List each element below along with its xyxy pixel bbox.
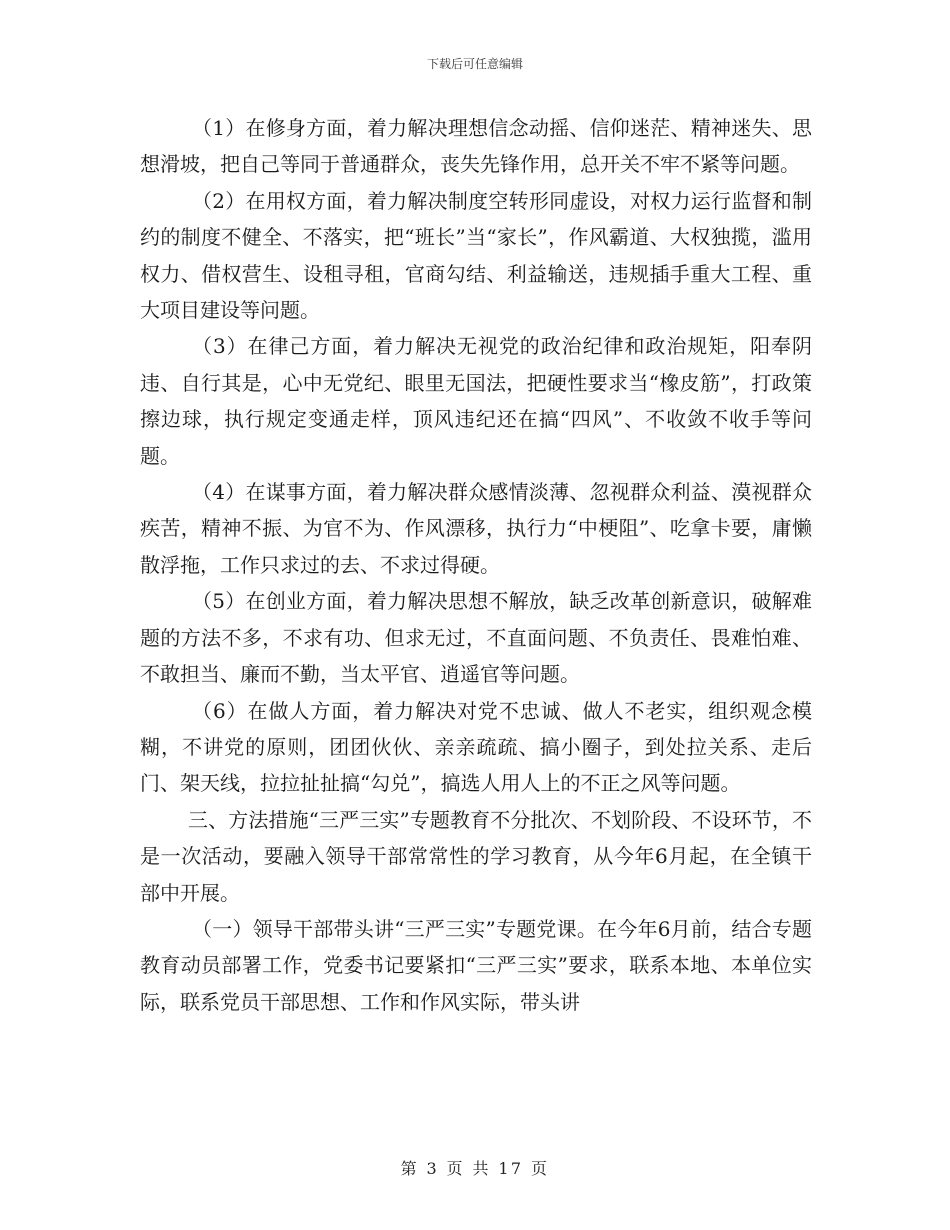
page-header: 下载后可任意编辑 <box>426 57 523 71</box>
section-three-methods: 三、方法措施“三严三实”专题教育不分批次、不划阶段、不设环节，不是一次活动，要融入领导干部常常性的学习教育，从今年6月起，在全镇干部中开展。 <box>140 807 812 905</box>
paragraph-self-cultivation: （1）在修身方面，着力解决理想信念动摇、信仰迷茫、精神迷失、思想滑坡，把自己等同于普通群众，丧失先锋作用，总开关不牢不紧等问题。 <box>140 116 812 177</box>
document-body <box>140 110 812 1020</box>
paragraph-entrepreneurship: （5）在创业方面，着力解决思想不解放，缺乏改革创新意识，破解难题的方法不多，不求有功、但求无过，不直面问题、不负责任、畏难怕难、不敢担当、廉而不勤，当太平官、逍遥官等问题。 <box>140 589 812 687</box>
paragraph-conduct: （6）在做人方面，着力解决对党不忠诚、做人不老实，组织观念模糊，不讲党的原则，团团伙伙、亲亲疏疏、搞小圈子，到处拉关系、走后门、架天线，拉拉扯扯搞“勾兑”，搞选人用人上的不正之风等问题。 <box>140 698 812 796</box>
paragraph-self-discipline: （3）在律己方面，着力解决无视党的政治纪律和政治规矩，阳奉阴违、自行其是，心中无党纪、眼里无国法，把硬性要求当“橡皮筋”，打政策擦边球，执行规定变通走样，顶风违纪还在搞“四风”、不收敛不收手等问题。 <box>140 334 812 468</box>
page-number-footer: 第 3 页 共 17 页 <box>400 1159 550 1178</box>
paragraph-party-lecture: （一）领导干部带头讲“三严三实”专题党课。在今年6月前，结合专题教育动员部署工作，党委书记要紧扣“三严三实”要求，联系本地、本单位实际，联系党员干部思想、工作和作风实际，带头讲 <box>140 916 812 1014</box>
paragraph-power-use: （2）在用权方面，着力解决制度空转形同虚设，对权力运行监督和制约的制度不健全、不落实，把“班长”当“家长”，作风霸道、大权独揽，滥用权力、借权营生、设租寻租，官商勾结、利益输送，违规插手重大工程、重大项目建设等问题。 <box>140 188 812 323</box>
paragraph-planning: （4）在谋事方面，着力解决群众感情淡薄、忽视群众利益、漠视群众疾苦，精神不振、为官不为、作风漂移，执行力“中梗阻”、吃拿卡要，庸懒散浮拖，工作只求过的去、不求过得硬。 <box>140 480 812 577</box>
